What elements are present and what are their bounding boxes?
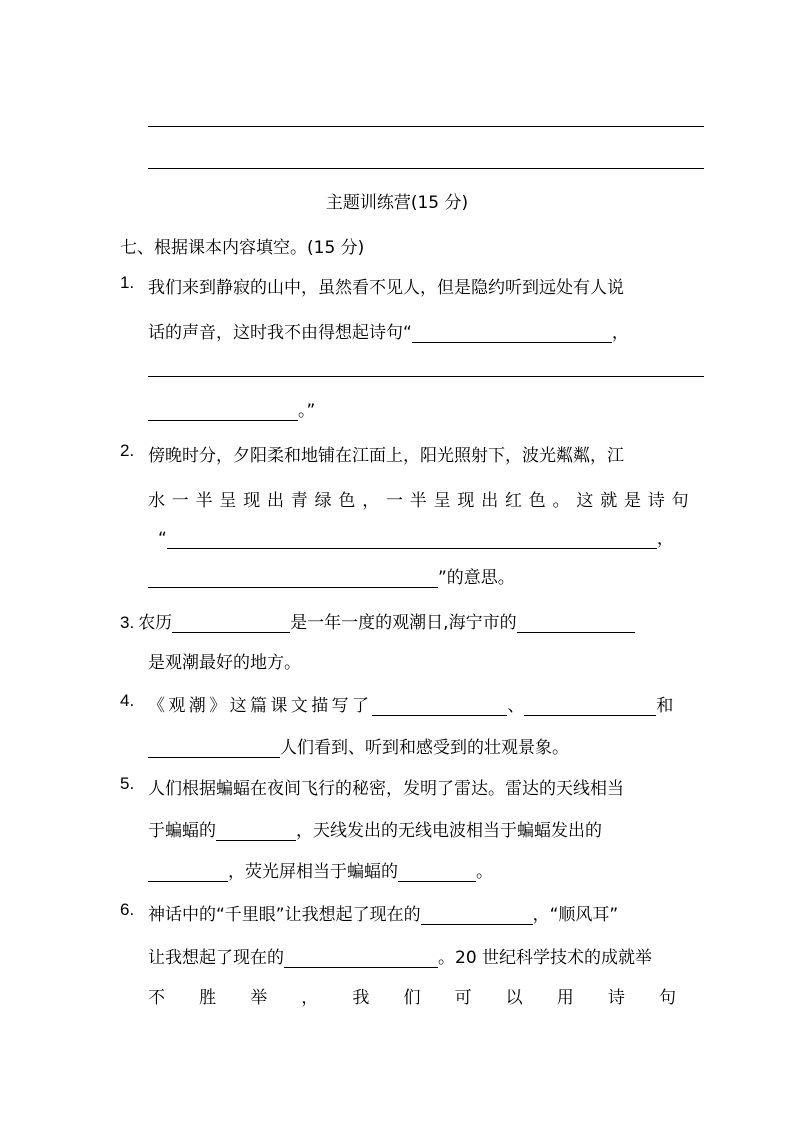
q5-line2 xyxy=(148,816,602,841)
q6-line2a: 让我想起了现在的 xyxy=(148,948,284,968)
q4-part2: 和 xyxy=(656,696,674,716)
q3-blank-a[interactable] xyxy=(172,614,290,633)
q6-line2b: 。20 世纪科学技术的成就举 xyxy=(438,948,653,968)
q2-blank-b[interactable] xyxy=(148,569,438,588)
q3-part2: 是一年一度的观潮日,海宁市的 xyxy=(290,613,517,633)
q1-line2 xyxy=(148,318,629,343)
q6-line1a: 神话中的“千里眼”让我想起了现在的 xyxy=(148,905,421,925)
q4-sep: 、 xyxy=(507,696,525,716)
q1-line2-text: 话的声音，这时我不由得想起诗句 xyxy=(148,323,403,343)
q4-blank-a[interactable] xyxy=(372,697,507,716)
q4-blank-c[interactable] xyxy=(148,739,280,758)
q3-line1 xyxy=(120,608,635,633)
section-title: 主题训练营(15 分) xyxy=(325,193,469,213)
q2-number: 2. xyxy=(120,441,135,460)
q1-end: 。” xyxy=(298,401,316,421)
q6-line2 xyxy=(148,943,652,968)
q6-line3-char: 们 xyxy=(403,988,421,1008)
q2-blank-a[interactable] xyxy=(167,530,657,549)
q2-line2: 水一半呈现出青绿色，一半呈现出红色。这就是诗句 xyxy=(148,491,696,511)
q1-number: 1. xyxy=(120,273,135,292)
q5-line2b: ，天线发出的无线电波相当于蝙蝠发出的 xyxy=(296,821,602,841)
q1-open-quote: “ xyxy=(403,323,412,343)
q6-blank-a[interactable] xyxy=(421,906,533,925)
q6-blank-b[interactable] xyxy=(284,949,438,968)
q6-line3 xyxy=(148,983,676,1008)
q1-line4 xyxy=(148,396,315,421)
q4-line1 xyxy=(148,691,673,716)
q4-line2-text: 人们看到、听到和感受到的壮观景象。 xyxy=(280,738,569,758)
q3-blank-b[interactable] xyxy=(517,614,635,633)
q6-line3-char: 可 xyxy=(454,988,472,1008)
q4-blank-b[interactable] xyxy=(524,697,656,716)
q6-line3-char: 诗 xyxy=(607,988,625,1008)
q1-blank-c[interactable] xyxy=(148,402,298,421)
q1-blank-b[interactable] xyxy=(148,376,704,377)
q2-comma: ， xyxy=(656,529,674,549)
q6-line3-char: 我 xyxy=(352,988,370,1008)
q6-line3-char: 用 xyxy=(556,988,574,1008)
q4-part1: 《观潮》这篇课文描写了 xyxy=(148,696,373,716)
q6-line1 xyxy=(148,900,618,925)
q5-blank-c[interactable] xyxy=(398,863,476,882)
question-header: 七、根据课本内容填空。(15 分) xyxy=(120,238,365,258)
q3-part1: 农历 xyxy=(138,613,173,633)
q6-line3-char: 胜 xyxy=(199,988,217,1008)
answer-line-1[interactable] xyxy=(148,126,704,127)
q6-line3-char: ， xyxy=(301,988,319,1008)
q6-line3-char: 不 xyxy=(148,988,165,1008)
q2-line4 xyxy=(148,563,515,588)
q5-line3 xyxy=(148,857,493,882)
q1-line1: 我们来到静寂的山中，虽然看不见人，但是隐约听到远处有人说 xyxy=(148,278,624,298)
q4-line2 xyxy=(148,733,569,758)
q1-blank-a[interactable] xyxy=(412,324,612,343)
q5-number: 5. xyxy=(120,774,135,793)
q2-open-quote: “ xyxy=(158,529,167,549)
q1-comma: ， xyxy=(611,323,629,343)
q6-line3-char: 举 xyxy=(250,988,268,1008)
q5-blank-b[interactable] xyxy=(148,863,228,882)
q3-number: 3. xyxy=(120,613,135,632)
q2-line3 xyxy=(158,524,674,549)
q3-line2: 是观潮最好的地方。 xyxy=(148,653,301,673)
q2-end: ”的意思。 xyxy=(438,568,515,588)
q5-line2a: 于蝙蝠的 xyxy=(148,821,216,841)
q2-line1: 傍晚时分，夕阳柔和地铺在江面上，阳光照射下，波光粼粼，江 xyxy=(148,446,624,466)
q5-line1: 人们根据蝙蝠在夜间飞行的秘密，发明了雷达。雷达的天线相当 xyxy=(148,779,624,799)
q4-number: 4. xyxy=(120,691,135,710)
q6-line3-char: 句 xyxy=(658,988,676,1008)
q6-number: 6. xyxy=(120,900,135,919)
q5-blank-a[interactable] xyxy=(216,822,296,841)
q5-line3b: 。 xyxy=(476,862,493,882)
q6-line3-char: 以 xyxy=(505,988,523,1008)
q6-line1b: ，“顺风耳” xyxy=(532,905,619,925)
answer-line-2[interactable] xyxy=(148,168,704,169)
q5-line3a: ，荧光屏相当于蝙蝠的 xyxy=(228,862,398,882)
